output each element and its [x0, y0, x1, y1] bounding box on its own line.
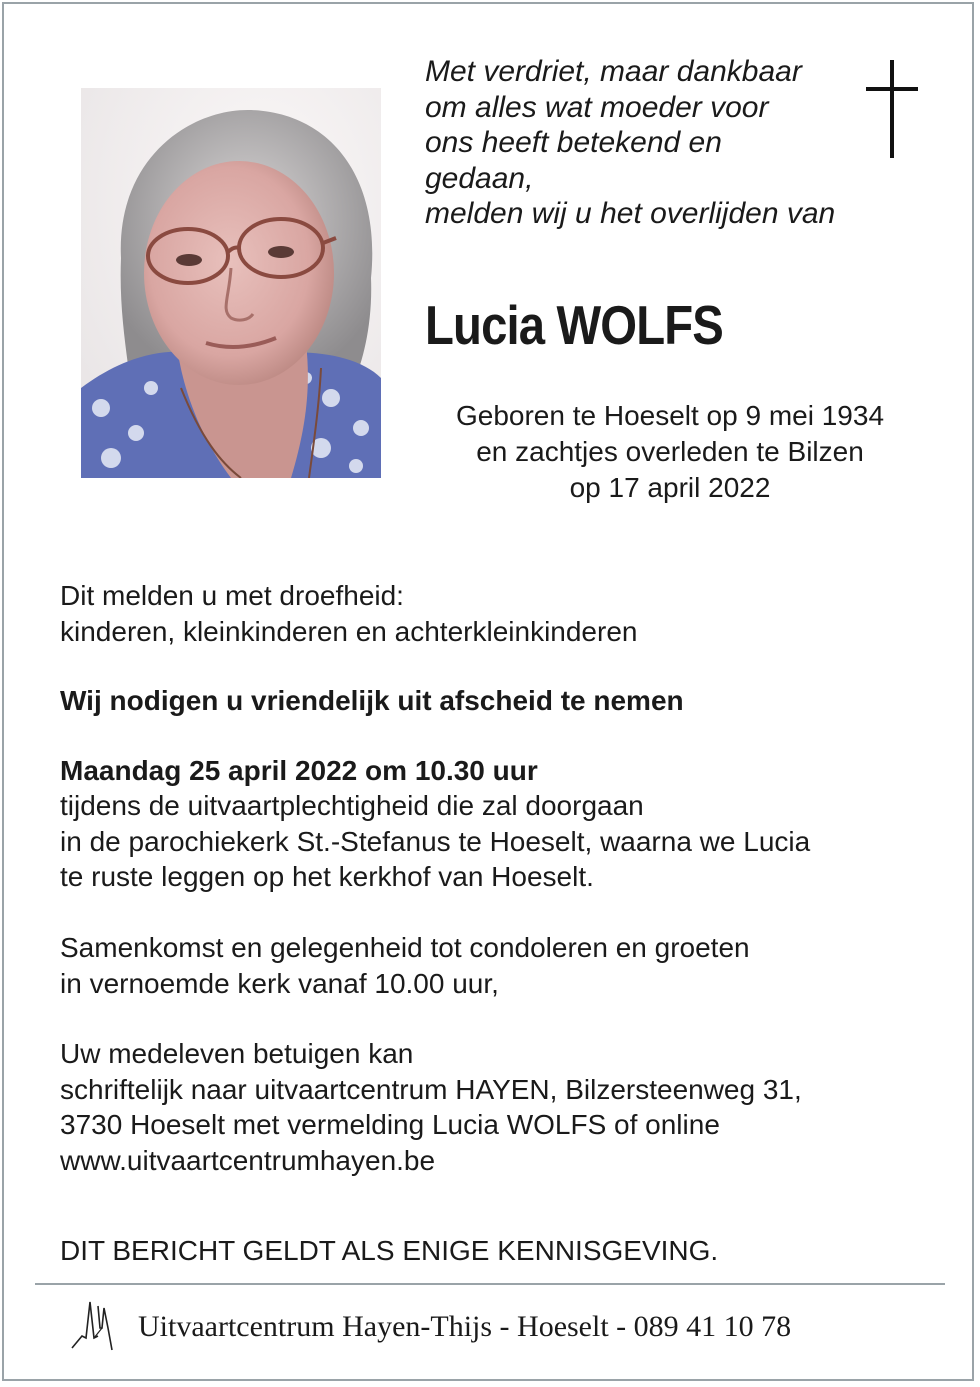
- church-logo-icon: [68, 1298, 124, 1354]
- deceased-name: Lucia WOLFS: [425, 294, 723, 356]
- invitation-heading: Wij nodigen u vriendelijk uit afscheid te nemen: [60, 685, 684, 716]
- footer-divider: [35, 1283, 945, 1285]
- portrait-photo: [81, 88, 381, 478]
- notice-text: DIT BERICHT GELDT ALS ENIGE KENNISGEVING.: [60, 1235, 719, 1266]
- service-details: tijdens de uitvaartplechtigheid die zal doorgaan in de parochiekerk St.-Stefanus te Hoeselt, waarna we Lucia te ruste leggen op het kerkhof van Hoeselt.: [60, 790, 811, 892]
- mourners-text: Dit melden u met droefheid: kinderen, kleinkinderen en achterkleinkinderen: [60, 580, 638, 647]
- footer-company: Uitvaartcentrum Hayen-Thijs - Hoeselt - 089 41 10 78: [138, 1310, 792, 1343]
- intro-text: Met verdriet, maar dankbaar om alles wat moeder voor ons heeft betekend en gedaan, melden wij u het overlijden van: [425, 55, 836, 230]
- cross-icon: [862, 60, 922, 160]
- condolences-text: Uw medeleven betuigen kan schriftelijk naar uitvaartcentrum HAYEN, Bilzersteenweg 31, 3730 Hoeselt met vermelding Lucia WOLFS of online www.uitvaartcentrumhayen.be: [60, 1038, 802, 1176]
- gathering-text: Samenkomst en gelegenheid tot condoleren en groeten in vernoemde kerk vanaf 10.00 uur,: [60, 932, 750, 999]
- birth-death-info: Geboren te Hoeselt op 9 mei 1934 en zachtjes overleden te Bilzen op 17 april 2022: [455, 400, 885, 503]
- service-date: Maandag 25 april 2022 om 10.30 uur: [60, 755, 538, 786]
